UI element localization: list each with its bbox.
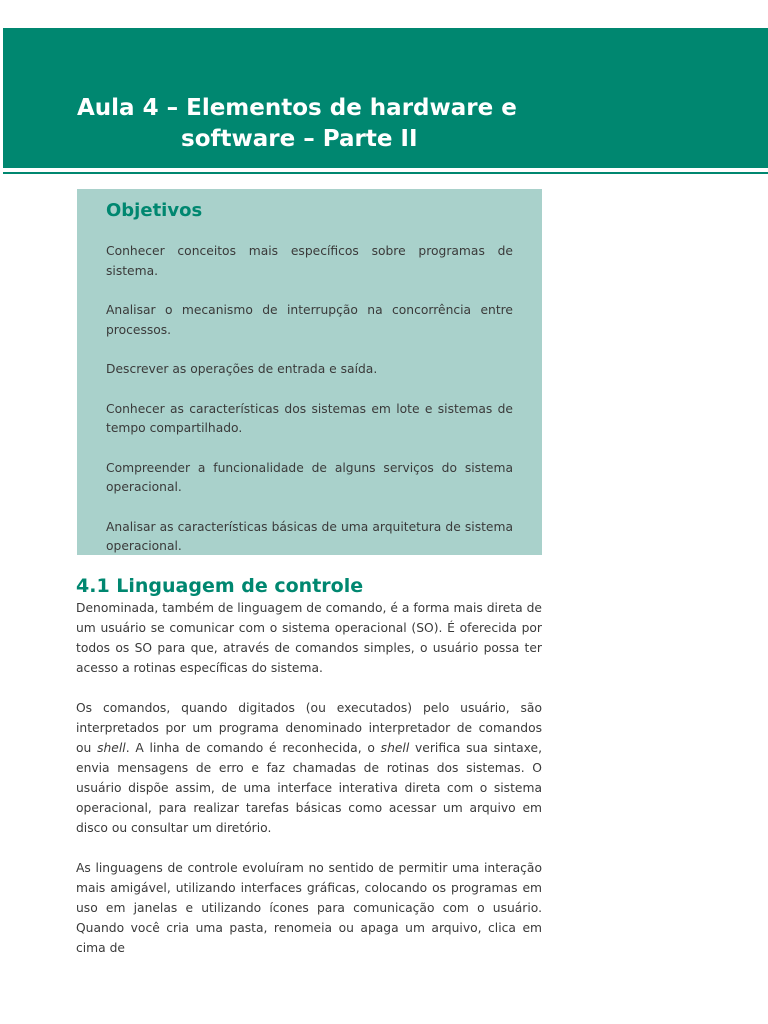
shell-term: shell xyxy=(380,741,410,755)
body-paragraph-1: Denominada, também de linguagem de comando, é a forma mais direta de um usuário se comunicar com o sistema operacional (SO). É oferecida por todos os SO para que, através de comandos simples, o usuário possa ter acesso a rotinas específicas do sistema. xyxy=(76,601,542,675)
p2-text-a: Os comandos, quando digitados (ou executados) pelo usuário, são interpretados por um programa denominado interpretador de comandos ou xyxy=(76,701,542,755)
chapter-title-line2: software – Parte II xyxy=(181,126,418,152)
objective-item: Conhecer as características dos sistemas em lote e sistemas de tempo compartilhado. xyxy=(106,401,513,435)
body-paragraph-3: As linguagens de controle evoluíram no sentido de permitir uma interação mais amigável, utilizando interfaces gráficas, colocando os programas em uso em janelas e utilizando ícones para comunicação com o usuário. Quando você cria uma pasta, renomeia ou apaga um arquivo, clica em cima de xyxy=(76,861,542,955)
objective-item: Analisar as características básicas de uma arquitetura de sistema operacional. xyxy=(106,519,513,553)
shell-term: shell xyxy=(97,741,126,755)
chapter-title xyxy=(77,93,517,155)
section-body xyxy=(76,598,542,978)
objective-item: Descrever as operações de entrada e saída. xyxy=(106,362,378,376)
p2-text-b: . A linha de comando é reconhecida, o xyxy=(125,741,381,755)
p2-text-c: verifica sua sintaxe, envia mensagens de erro e faz chamadas de rotinas dos sistemas. O usuário dispõe assim, de uma interface interativa direta com o sistema operacional, para realizar tarefas básicas como acessar um arquivo em disco ou consultar um diretório. xyxy=(76,741,542,835)
body-paragraph-2 xyxy=(76,698,542,838)
objective-item: Analisar o mecanismo de interrupção na concorrência entre processos. xyxy=(106,303,513,337)
objectives-heading: Objetivos xyxy=(106,200,203,221)
objective-item: Compreender a funcionalidade de alguns serviços do sistema operacional. xyxy=(106,460,513,494)
objective-item: Conhecer conceitos mais específicos sobre programas de sistema. xyxy=(106,244,513,278)
header-rule xyxy=(3,172,768,174)
objectives-box xyxy=(77,189,542,555)
objectives-list xyxy=(106,242,513,577)
section-heading: 4.1 Linguagem de controle xyxy=(76,575,364,597)
chapter-title-line1: Aula 4 – Elementos de hardware e xyxy=(77,95,517,121)
